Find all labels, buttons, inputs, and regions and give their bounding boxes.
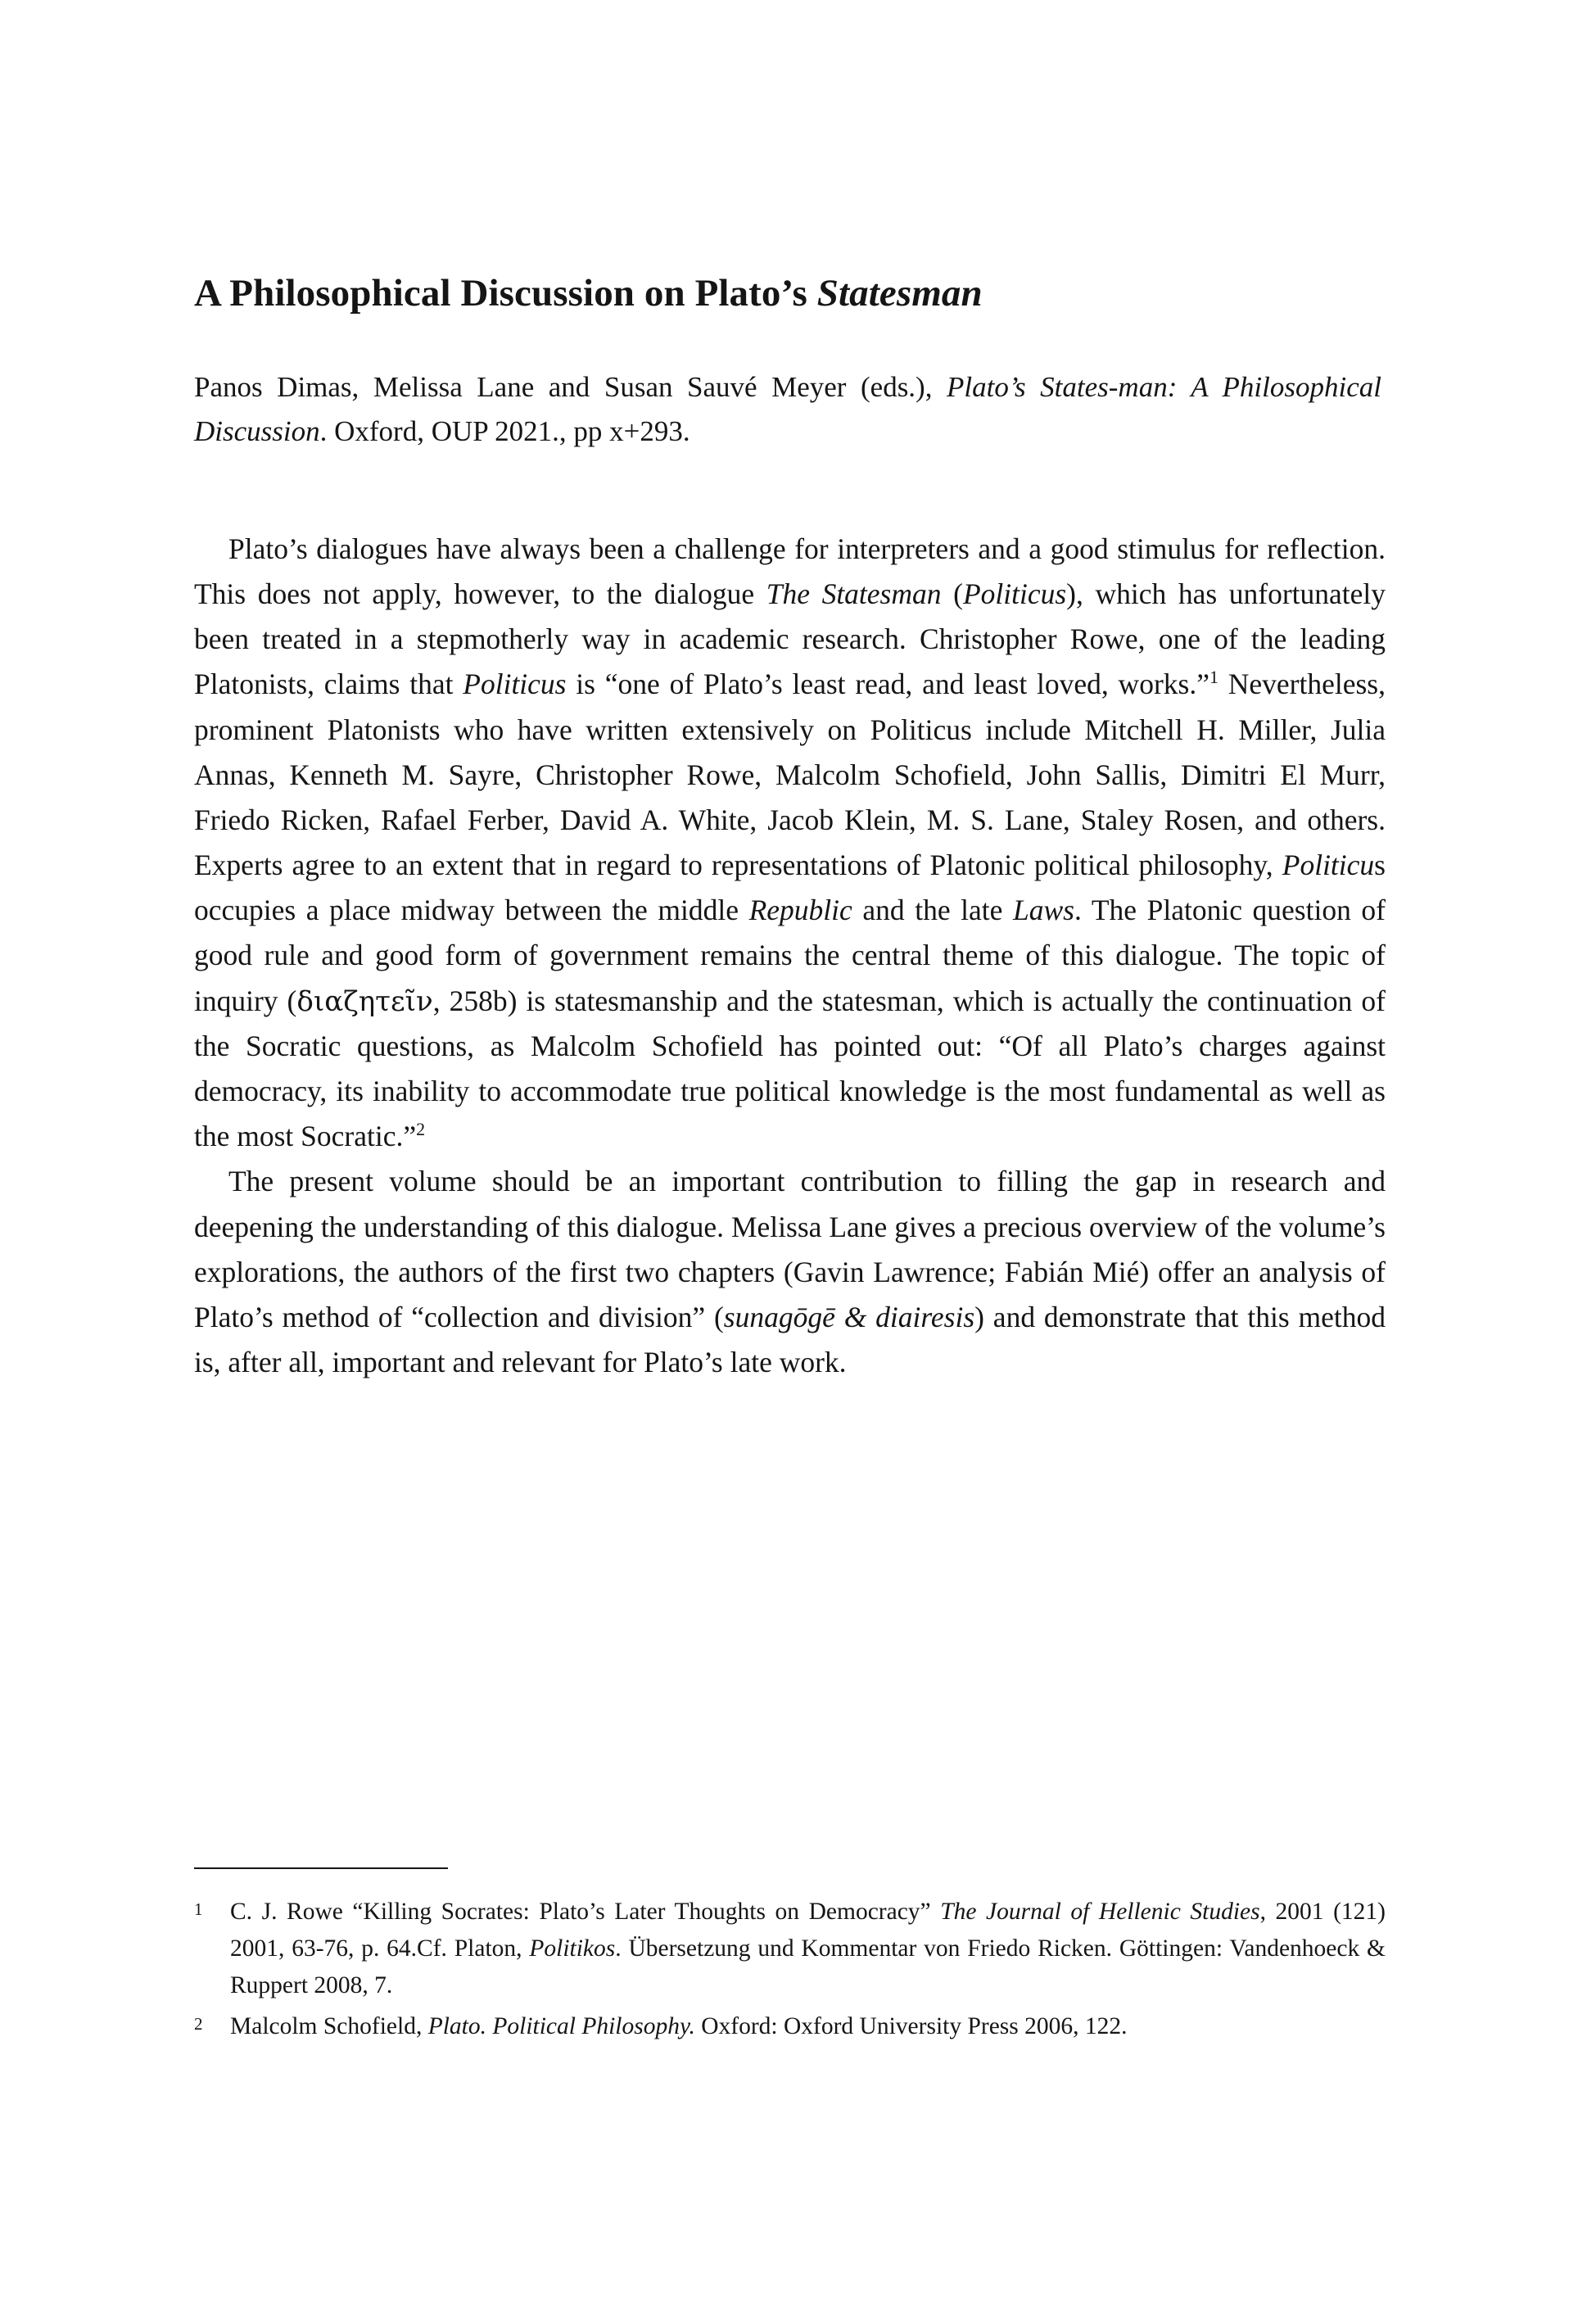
text-run: ) and demonstrate that this method is, after all, important and relevant for Plato’s late work. [194, 1300, 1386, 1379]
paragraph-1 [194, 527, 1386, 1160]
footnote-number: 1 [194, 1899, 203, 1919]
biblio-publication: . Oxford, OUP 2021., pp x+293. [319, 414, 690, 447]
text-run-italic: The Statesman [766, 577, 942, 610]
bibliographic-reference [194, 365, 1381, 452]
text-run: , 258b) is statesmanship and the statesman, which is actually the continuation of the Socratic questions, as Malcolm Schofield has pointed out: “Of all Plato’s charges against democracy, its inability to accommodate true political knowledge is the most fundamental as well as the most Socratic.” [194, 984, 1386, 1153]
footnote-item [194, 2008, 1386, 2045]
text-run: The present volume should be an important contribution to filling the gap in research and deepening the understanding of this dialogue. Melissa Lane gives a precious overview of the volume’s explorations, the authors of the first two chapters (Gavin Lawrence; Fabián Mié) offer an analysis of Plato’s method of “collection and division” ( [194, 1165, 1386, 1333]
text-run-italic: Politicu [1282, 849, 1375, 882]
text-run-italic: Politicus [463, 668, 567, 701]
greek-term: διαζητεῖν [296, 984, 433, 1018]
title-text: A Philosophical Discussion on Plato’s [194, 272, 817, 315]
text-run: and the late [852, 894, 1013, 927]
title-italic-work: Statesman [816, 272, 983, 315]
text-run-italic: Laws [1013, 894, 1074, 927]
text-run: ( [941, 577, 963, 610]
text-run: ), which has unfortunately been treated in a stepmotherly way in academic research. Christopher Rowe, one of the leading Platonists, claims that [194, 577, 1386, 701]
footnotes-section [194, 1867, 1386, 2050]
text-run-italic: The Journal of Hellenic Studies [940, 1899, 1260, 1925]
footnote-text [230, 1894, 1386, 2003]
text-run: , 2001 (121) 2001, 63-76, p. 64.Cf. Platon, [230, 1899, 1386, 1962]
text-run-italic: Plato. Political Philosophy. [427, 2013, 695, 2040]
text-run: s occupies a place midway between the middle [194, 849, 1386, 927]
text-run-italic: Politicus [962, 577, 1067, 610]
text-run: C. J. Rowe “Killing Socrates: Plato’s Later Thoughts on Democracy” [230, 1899, 941, 1925]
text-run: Oxford: Oxford University Press 2006, 122. [694, 2013, 1128, 2040]
text-run: . The Platonic question of good rule and good form of government remains the central theme of this dialogue. The topic of inquiry ( [194, 894, 1386, 1017]
footnote-marker-2[interactable]: 2 [416, 1119, 426, 1140]
text-run-italic: Republic [748, 894, 852, 927]
page-title [194, 270, 1432, 316]
text-run-italic: Politikos [529, 1935, 616, 1962]
text-run-italic: sunagōgē & diairesis [723, 1300, 975, 1333]
footnote-separator-rule [194, 1867, 448, 1869]
footnote-item [194, 1894, 1386, 2003]
text-run: Malcolm Schofield, [230, 2013, 428, 2040]
footnote-number: 2 [194, 2014, 203, 2035]
biblio-editors: Panos Dimas, Melissa Lane and Susan Sauvé Meyer (eds.), [194, 371, 947, 404]
text-run: is “one of Plato’s least read, and least loved, works.” [566, 668, 1209, 701]
body-text [194, 527, 1386, 1386]
text-run: . Übersetzung und Kommentar von Friedo Ricken. Göttingen: Vandenhoeck & Ruppert 2008, 7. [230, 1935, 1386, 1998]
text-run: Plato’s dialogues have always been a challenge for interpreters and a good stimulus for reflection. This does not apply, however, to the dialogue [194, 532, 1386, 610]
footnote-marker-1[interactable]: 1 [1209, 667, 1218, 688]
paragraph-2 [194, 1159, 1386, 1385]
text-run: Nevertheless, prominent Platonists who have written extensively on Politicus include Mitchell H. Miller, Julia Annas, Kenneth M. Sayre, Christopher Rowe, Malcolm Schofield, John Sallis, Dimitri El Murr, Friedo Ricken, Rafael Ferber, David A. White, Jacob Klein, M. S. Lane, Staley Rosen, and others. Experts agree to an extent that in regard to representations of Platonic political philosophy, [194, 668, 1386, 882]
footnote-text [230, 2008, 1386, 2045]
biblio-book-title: Plato’s States-man: A Philosophical Discussion [194, 371, 1381, 447]
